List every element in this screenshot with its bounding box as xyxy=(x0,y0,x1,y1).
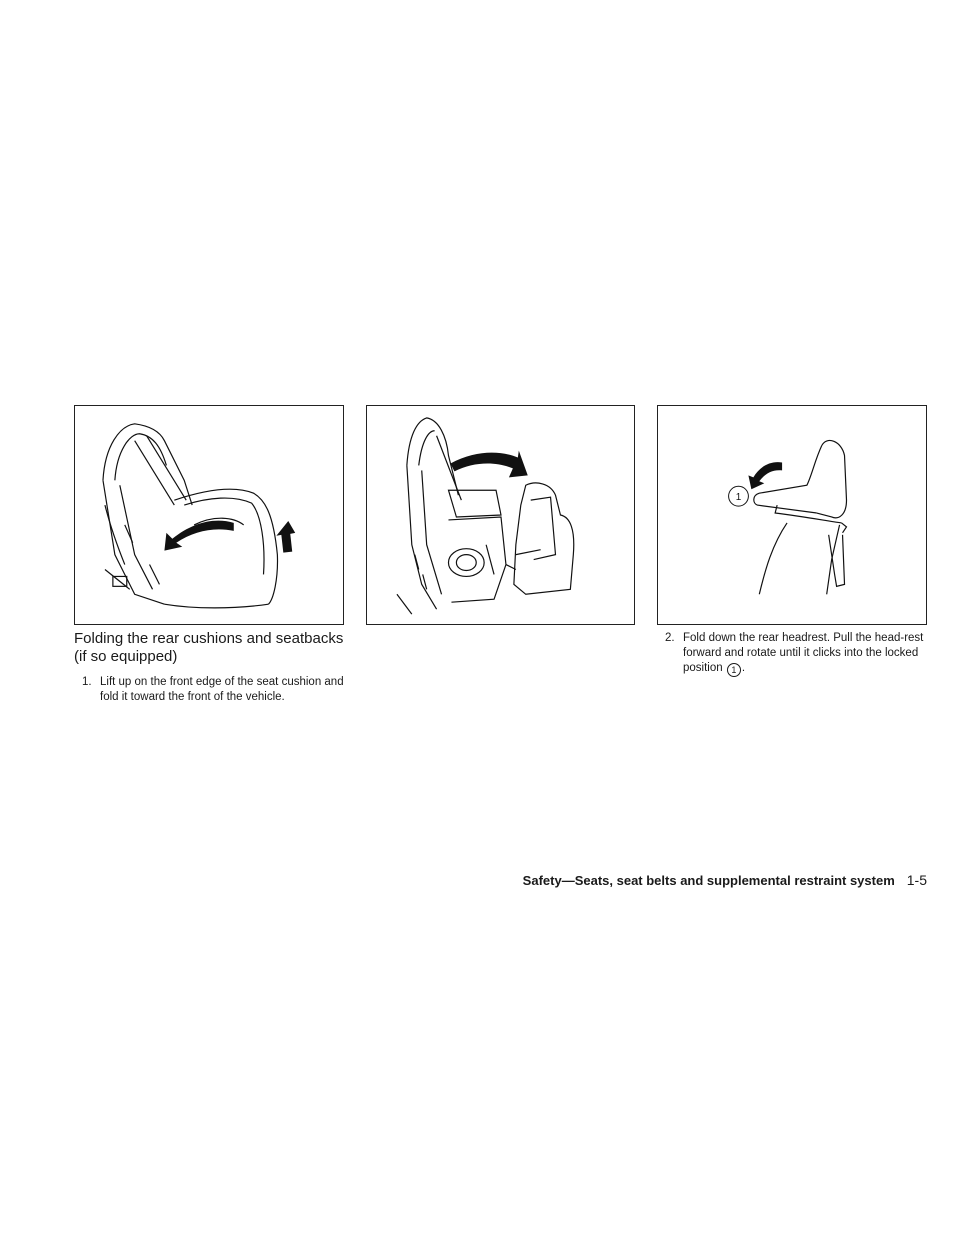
step-1 xyxy=(82,675,352,705)
headrest-fold-illustration xyxy=(658,406,926,624)
step-1-text: Lift up on the front edge of the seat cushion and fold it toward the front of the vehicle. xyxy=(100,676,344,703)
footer-section-title: Safety—Seats, seat belts and supplemental restraint system xyxy=(522,873,895,888)
step-2-callout-marker: 1 xyxy=(727,663,741,677)
step-1-number: 1. xyxy=(82,676,92,688)
step-2-text-after: . xyxy=(741,662,746,674)
seatback-fold-illustration xyxy=(367,406,634,624)
seat-cushion-fold-illustration xyxy=(75,406,343,624)
figure-seat-cushion-fold xyxy=(74,405,344,625)
page-footer xyxy=(523,872,927,889)
step-2 xyxy=(665,631,933,677)
figure-headrest-fold xyxy=(657,405,927,625)
step-2-text-before: Fold down the rear headrest. Pull the head-rest forward and rotate until it clicks into the locked position xyxy=(683,632,924,674)
page-number: 1-5 xyxy=(906,872,927,888)
figure-seatback-fold xyxy=(366,405,635,625)
step-2-text xyxy=(683,631,933,677)
step-2-number: 2. xyxy=(665,632,675,644)
section-heading: Folding the rear cushions and seatbacks (if so equipped) xyxy=(74,630,344,665)
callout-1-label: 1 xyxy=(735,492,742,504)
